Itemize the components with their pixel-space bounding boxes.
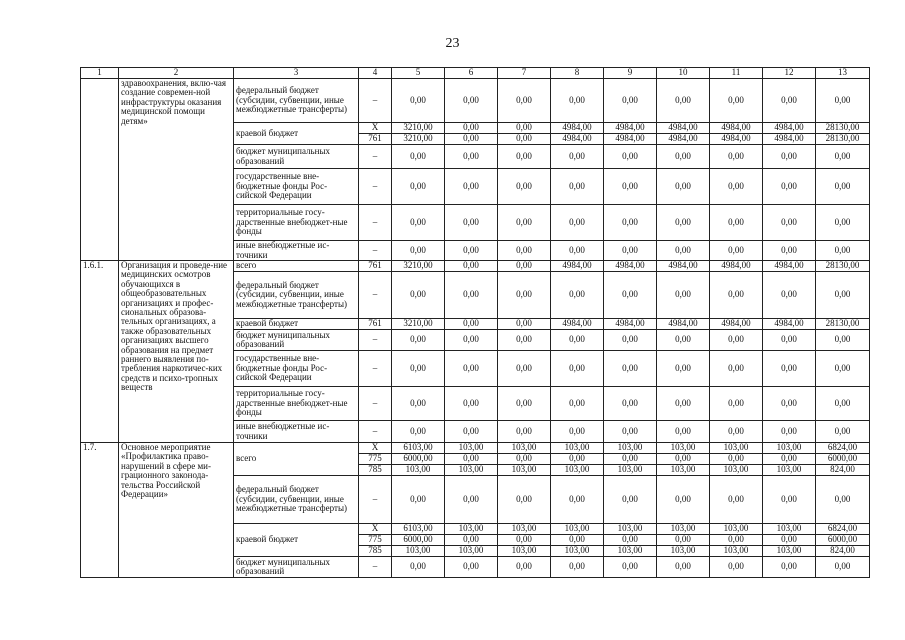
amount-cell: 0,00	[816, 557, 870, 578]
table-row	[81, 79, 870, 123]
item-name: здравоохранения, вклю-чая создание современ-ной инфраструктуры оказания медицинской помощи детям»	[119, 79, 234, 261]
amount-cell: 3210,00	[392, 261, 445, 272]
column-number: 11	[710, 68, 763, 79]
amount-cell: 103,00	[710, 465, 763, 476]
amount-cell: 4984,00	[710, 123, 763, 134]
amount-cell: 0,00	[498, 261, 551, 272]
amount-cell: 0,00	[445, 557, 498, 578]
ministry-code: 761	[359, 261, 392, 272]
amount-cell: 103,00	[657, 524, 710, 535]
amount-cell: 4984,00	[551, 319, 604, 330]
funding-source: федеральный бюджет (субсидии, субвенции, иные межбюджетные трансферты)	[234, 476, 359, 524]
amount-cell: 0,00	[763, 205, 816, 241]
ministry-code: –	[359, 79, 392, 123]
amount-cell: 0,00	[445, 123, 498, 134]
funding-source: государственные вне-бюджетные фонды Рос-сийской Федерации	[234, 351, 359, 387]
amount-cell: 0,00	[710, 421, 763, 443]
column-number: 3	[234, 68, 359, 79]
amount-cell: 103,00	[498, 546, 551, 557]
funding-source: бюджет муниципальных образований	[234, 145, 359, 169]
amount-cell: 103,00	[604, 546, 657, 557]
amount-cell: 0,00	[710, 205, 763, 241]
amount-cell: 0,00	[657, 330, 710, 351]
ministry-code: –	[359, 351, 392, 387]
amount-cell: 0,00	[763, 79, 816, 123]
amount-cell: 0,00	[392, 205, 445, 241]
amount-cell: 0,00	[657, 79, 710, 123]
amount-cell: 0,00	[710, 272, 763, 319]
amount-cell: 103,00	[498, 524, 551, 535]
amount-cell: 0,00	[445, 319, 498, 330]
funding-source: краевой бюджет	[234, 123, 359, 145]
column-number: 1	[81, 68, 119, 79]
amount-cell: 103,00	[498, 443, 551, 454]
amount-cell: 0,00	[551, 145, 604, 169]
column-number: 5	[392, 68, 445, 79]
item-code: 1.6.1.	[81, 261, 119, 443]
amount-cell: 0,00	[445, 261, 498, 272]
amount-cell: 103,00	[551, 465, 604, 476]
funding-source: территориальные госу-дарственные внебюджет-ные фонды	[234, 205, 359, 241]
amount-cell: 0,00	[392, 272, 445, 319]
amount-cell: 6000,00	[392, 454, 445, 465]
funding-source: иные внебюджетные ис-точники	[234, 421, 359, 443]
amount-cell: 0,00	[604, 205, 657, 241]
amount-cell: 0,00	[551, 421, 604, 443]
amount-cell: 0,00	[710, 79, 763, 123]
amount-cell: 0,00	[445, 421, 498, 443]
amount-cell: 0,00	[392, 145, 445, 169]
amount-cell: 103,00	[763, 465, 816, 476]
amount-cell: 4984,00	[763, 123, 816, 134]
ministry-code: –	[359, 169, 392, 205]
amount-cell: 6103,00	[392, 443, 445, 454]
ministry-code: –	[359, 145, 392, 169]
amount-cell: 0,00	[816, 351, 870, 387]
column-number: 2	[119, 68, 234, 79]
amount-cell: 0,00	[763, 535, 816, 546]
amount-cell: 0,00	[657, 454, 710, 465]
amount-cell: 0,00	[763, 421, 816, 443]
amount-cell: 103,00	[551, 524, 604, 535]
amount-cell: 0,00	[445, 241, 498, 261]
amount-cell: 0,00	[445, 272, 498, 319]
amount-cell: 4984,00	[710, 261, 763, 272]
amount-cell: 0,00	[763, 476, 816, 524]
amount-cell: 0,00	[710, 557, 763, 578]
column-number: 7	[498, 68, 551, 79]
amount-cell: 0,00	[710, 454, 763, 465]
funding-source: всего	[234, 261, 359, 272]
amount-cell: 0,00	[657, 535, 710, 546]
amount-cell: 0,00	[816, 205, 870, 241]
amount-cell: 103,00	[498, 465, 551, 476]
amount-cell: 0,00	[604, 454, 657, 465]
amount-cell: 4984,00	[551, 123, 604, 134]
funding-source: краевой бюджет	[234, 524, 359, 557]
amount-cell: 0,00	[816, 387, 870, 421]
amount-cell: 0,00	[498, 421, 551, 443]
amount-cell: 0,00	[763, 387, 816, 421]
amount-cell: 4984,00	[710, 319, 763, 330]
amount-cell: 0,00	[498, 134, 551, 145]
ministry-code: –	[359, 557, 392, 578]
amount-cell: 0,00	[551, 272, 604, 319]
amount-cell: 0,00	[551, 387, 604, 421]
amount-cell: 0,00	[498, 319, 551, 330]
amount-cell: 0,00	[763, 169, 816, 205]
amount-cell: 0,00	[445, 169, 498, 205]
amount-cell: 0,00	[445, 79, 498, 123]
amount-cell: 0,00	[392, 476, 445, 524]
amount-cell: 0,00	[392, 330, 445, 351]
amount-cell: 0,00	[816, 145, 870, 169]
amount-cell: 4984,00	[763, 319, 816, 330]
amount-cell: 0,00	[816, 79, 870, 123]
amount-cell: 0,00	[445, 351, 498, 387]
amount-cell: 4984,00	[604, 261, 657, 272]
amount-cell: 3210,00	[392, 319, 445, 330]
ministry-code: –	[359, 272, 392, 319]
amount-cell: 3210,00	[392, 123, 445, 134]
amount-cell: 0,00	[763, 272, 816, 319]
funding-source: иные внебюджетные ис-точники	[234, 241, 359, 261]
amount-cell: 103,00	[445, 524, 498, 535]
column-number: 6	[445, 68, 498, 79]
column-number: 8	[551, 68, 604, 79]
amount-cell: 0,00	[763, 557, 816, 578]
amount-cell: 0,00	[392, 351, 445, 387]
amount-cell: 0,00	[763, 330, 816, 351]
amount-cell: 0,00	[763, 241, 816, 261]
column-number: 10	[657, 68, 710, 79]
amount-cell: 4984,00	[657, 134, 710, 145]
amount-cell: 103,00	[551, 443, 604, 454]
amount-cell: 0,00	[763, 145, 816, 169]
funding-source: федеральный бюджет (субсидии, субвенции, иные межбюджетные трансферты)	[234, 79, 359, 123]
amount-cell: 0,00	[657, 145, 710, 169]
budget-table	[80, 67, 870, 578]
amount-cell: 0,00	[445, 205, 498, 241]
amount-cell: 6000,00	[816, 535, 870, 546]
amount-cell: 0,00	[710, 330, 763, 351]
amount-cell: 0,00	[445, 330, 498, 351]
amount-cell: 0,00	[604, 535, 657, 546]
amount-cell: 0,00	[604, 79, 657, 123]
amount-cell: 103,00	[445, 546, 498, 557]
amount-cell: 0,00	[604, 421, 657, 443]
amount-cell: 0,00	[498, 272, 551, 319]
amount-cell: 103,00	[392, 465, 445, 476]
ministry-code: –	[359, 330, 392, 351]
item-name: Организация и проведе-ние медицинских осмотров обучающихся в общеобразовательных организациях и профес-сиональных образова-тельных организациях, а также образовательных организациях высшего образования на предмет раннего выявления по-требления наркотичес-ких средств и психо-тропных веществ	[119, 261, 234, 443]
amount-cell: 4984,00	[763, 134, 816, 145]
amount-cell: 0,00	[498, 535, 551, 546]
item-code: 1.7.	[81, 443, 119, 578]
amount-cell: 103,00	[710, 443, 763, 454]
ministry-code: 761	[359, 134, 392, 145]
amount-cell: 6000,00	[392, 535, 445, 546]
ministry-code: –	[359, 421, 392, 443]
amount-cell: 0,00	[816, 241, 870, 261]
amount-cell: 0,00	[657, 421, 710, 443]
amount-cell: 0,00	[604, 145, 657, 169]
amount-cell: 0,00	[445, 387, 498, 421]
ministry-code: –	[359, 241, 392, 261]
funding-source: бюджет муниципальных образований	[234, 557, 359, 578]
amount-cell: 0,00	[498, 557, 551, 578]
column-number: 12	[763, 68, 816, 79]
amount-cell: 0,00	[816, 476, 870, 524]
amount-cell: 0,00	[498, 454, 551, 465]
amount-cell: 0,00	[498, 145, 551, 169]
amount-cell: 0,00	[604, 476, 657, 524]
item-code	[81, 79, 119, 261]
amount-cell: 28130,00	[816, 319, 870, 330]
amount-cell: 824,00	[816, 465, 870, 476]
page-number: 23	[445, 36, 460, 51]
amount-cell: 0,00	[498, 351, 551, 387]
amount-cell: 103,00	[445, 465, 498, 476]
amount-cell: 0,00	[498, 205, 551, 241]
amount-cell: 4984,00	[551, 134, 604, 145]
ministry-code: –	[359, 205, 392, 241]
amount-cell: 0,00	[392, 421, 445, 443]
amount-cell: 0,00	[816, 330, 870, 351]
amount-cell: 0,00	[551, 557, 604, 578]
amount-cell: 0,00	[604, 169, 657, 205]
amount-cell: 103,00	[445, 443, 498, 454]
amount-cell: 0,00	[604, 241, 657, 261]
amount-cell: 0,00	[710, 387, 763, 421]
amount-cell: 0,00	[710, 145, 763, 169]
amount-cell: 4984,00	[657, 261, 710, 272]
amount-cell: 0,00	[710, 241, 763, 261]
column-number-row	[81, 68, 870, 79]
amount-cell: 103,00	[710, 524, 763, 535]
amount-cell: 824,00	[816, 546, 870, 557]
amount-cell: 0,00	[498, 169, 551, 205]
amount-cell: 0,00	[551, 330, 604, 351]
amount-cell: 0,00	[498, 476, 551, 524]
amount-cell: 0,00	[604, 330, 657, 351]
amount-cell: 0,00	[710, 535, 763, 546]
amount-cell: 0,00	[392, 241, 445, 261]
amount-cell: 0,00	[498, 123, 551, 134]
ministry-code: 785	[359, 546, 392, 557]
amount-cell: 103,00	[763, 546, 816, 557]
amount-cell: 0,00	[763, 351, 816, 387]
amount-cell: 0,00	[657, 557, 710, 578]
amount-cell: 0,00	[657, 169, 710, 205]
table-row	[81, 261, 870, 272]
amount-cell: 0,00	[445, 535, 498, 546]
amount-cell: 4984,00	[710, 134, 763, 145]
amount-cell: 4984,00	[551, 261, 604, 272]
amount-cell: 0,00	[392, 387, 445, 421]
amount-cell: 0,00	[392, 557, 445, 578]
amount-cell: 103,00	[604, 443, 657, 454]
ministry-code: 785	[359, 465, 392, 476]
amount-cell: 0,00	[816, 421, 870, 443]
amount-cell: 103,00	[392, 546, 445, 557]
funding-source: краевой бюджет	[234, 319, 359, 330]
funding-source: государственные вне-бюджетные фонды Рос-сийской Федерации	[234, 169, 359, 205]
amount-cell: 0,00	[657, 241, 710, 261]
amount-cell: 0,00	[604, 272, 657, 319]
amount-cell: 6103,00	[392, 524, 445, 535]
ministry-code: 775	[359, 454, 392, 465]
amount-cell: 0,00	[445, 145, 498, 169]
ministry-code: 775	[359, 535, 392, 546]
amount-cell: 0,00	[657, 351, 710, 387]
amount-cell: 6000,00	[816, 454, 870, 465]
amount-cell: 103,00	[657, 465, 710, 476]
column-number: 13	[816, 68, 870, 79]
amount-cell: 4984,00	[604, 134, 657, 145]
amount-cell: 103,00	[763, 524, 816, 535]
amount-cell: 4984,00	[763, 261, 816, 272]
amount-cell: 0,00	[604, 387, 657, 421]
amount-cell: 0,00	[657, 205, 710, 241]
amount-cell: 6824,00	[816, 524, 870, 535]
table-row	[81, 443, 870, 454]
amount-cell: 28130,00	[816, 134, 870, 145]
amount-cell: 0,00	[710, 169, 763, 205]
amount-cell: 103,00	[710, 546, 763, 557]
amount-cell: 3210,00	[392, 134, 445, 145]
amount-cell: 0,00	[551, 205, 604, 241]
amount-cell: 103,00	[604, 524, 657, 535]
amount-cell: 4984,00	[604, 319, 657, 330]
funding-source: федеральный бюджет (субсидии, субвенции, иные межбюджетные трансферты)	[234, 272, 359, 319]
funding-source: бюджет муниципальных образований	[234, 330, 359, 351]
ministry-code: 761	[359, 319, 392, 330]
amount-cell: 0,00	[710, 476, 763, 524]
amount-cell: 103,00	[657, 443, 710, 454]
amount-cell: 0,00	[445, 454, 498, 465]
funding-source: всего	[234, 443, 359, 476]
column-number: 9	[604, 68, 657, 79]
amount-cell: 0,00	[551, 535, 604, 546]
amount-cell: 4984,00	[657, 123, 710, 134]
ministry-code: X	[359, 524, 392, 535]
amount-cell: 0,00	[392, 169, 445, 205]
amount-cell: 0,00	[551, 351, 604, 387]
amount-cell: 0,00	[657, 476, 710, 524]
amount-cell: 0,00	[498, 330, 551, 351]
amount-cell: 0,00	[445, 134, 498, 145]
amount-cell: 0,00	[551, 169, 604, 205]
ministry-code: X	[359, 123, 392, 134]
amount-cell: 0,00	[498, 241, 551, 261]
amount-cell: 0,00	[551, 79, 604, 123]
column-number: 4	[359, 68, 392, 79]
amount-cell: 0,00	[551, 476, 604, 524]
amount-cell: 0,00	[710, 351, 763, 387]
amount-cell: 0,00	[763, 454, 816, 465]
amount-cell: 0,00	[551, 241, 604, 261]
amount-cell: 0,00	[657, 387, 710, 421]
amount-cell: 6824,00	[816, 443, 870, 454]
amount-cell: 28130,00	[816, 261, 870, 272]
amount-cell: 0,00	[445, 476, 498, 524]
ministry-code: –	[359, 476, 392, 524]
funding-source: территориальные госу-дарственные внебюджет-ные фонды	[234, 387, 359, 421]
ministry-code: X	[359, 443, 392, 454]
table-body	[81, 68, 870, 578]
amount-cell: 4984,00	[604, 123, 657, 134]
amount-cell: 103,00	[551, 546, 604, 557]
amount-cell: 0,00	[816, 272, 870, 319]
amount-cell: 0,00	[604, 351, 657, 387]
amount-cell: 0,00	[604, 557, 657, 578]
amount-cell: 0,00	[816, 169, 870, 205]
item-name: Основное мероприятие «Профилактика право-нарушений в сфере ми-грационного законода-тельства Российской Федерации»	[119, 443, 234, 578]
ministry-code: –	[359, 387, 392, 421]
amount-cell: 4984,00	[657, 319, 710, 330]
amount-cell: 28130,00	[816, 123, 870, 134]
amount-cell: 103,00	[657, 546, 710, 557]
amount-cell: 0,00	[392, 79, 445, 123]
amount-cell: 0,00	[657, 272, 710, 319]
amount-cell: 0,00	[498, 387, 551, 421]
amount-cell: 103,00	[604, 465, 657, 476]
amount-cell: 103,00	[763, 443, 816, 454]
amount-cell: 0,00	[551, 454, 604, 465]
amount-cell: 0,00	[498, 79, 551, 123]
